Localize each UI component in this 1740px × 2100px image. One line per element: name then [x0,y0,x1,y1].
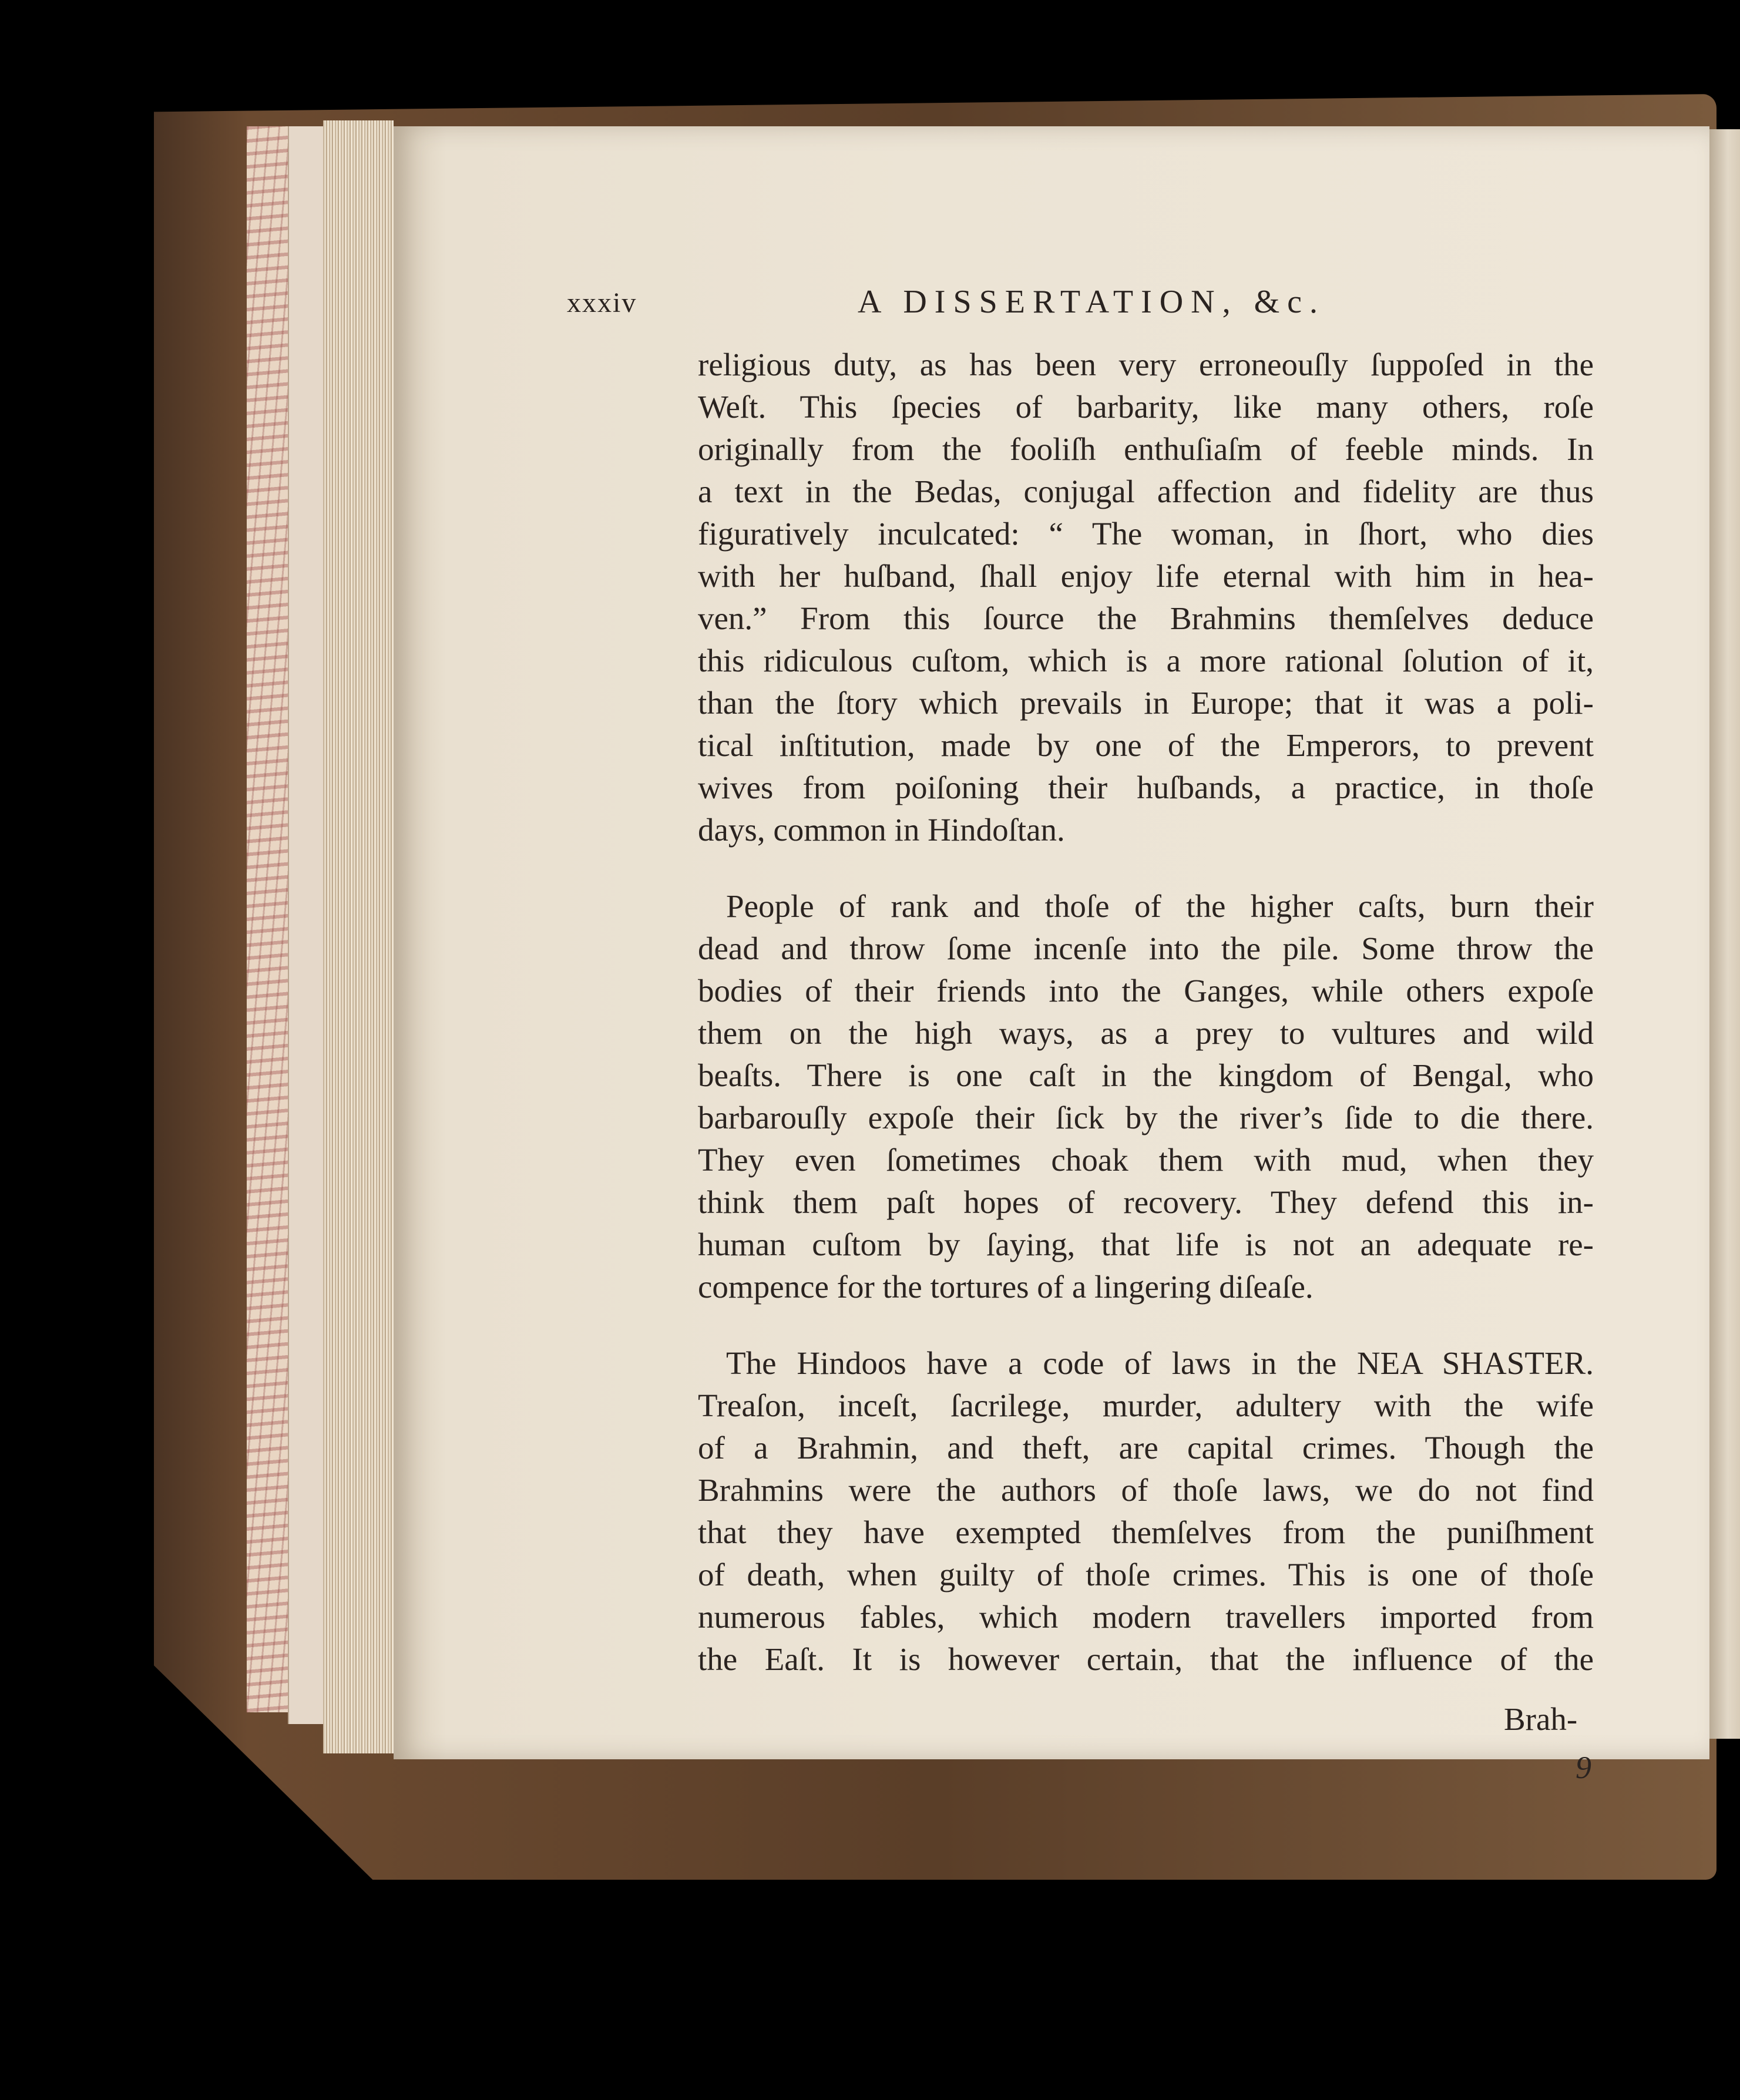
paragraph-2 [698,885,1594,1308]
text-line: originally from the fooliſh enthuſiaſm of feeble minds. In [698,431,1594,467]
text-line: ven.” From this ſource the Brahmins themſelves deduce [698,600,1594,636]
text-line: Brahmins were the authors of thoſe laws, we do not find [698,1472,1594,1508]
text-line: figuratively inculcated: “ The woman, in ſhort, who dies [698,516,1594,552]
text-line: religious duty, as has been very erroneouſly ſuppoſed in the [698,347,1594,382]
text-line: that they have exempted themſelves from the puniſhment [698,1514,1594,1550]
flyleaf [288,126,324,1724]
text-line: barbarouſly expoſe their ſick by the river’s ſide to die there. [698,1100,1594,1135]
paragraph-gap [698,1308,1594,1342]
text-line: of a Brahmin, and theft, are capital crimes. Though the [698,1430,1594,1466]
paragraph-gap [698,851,1594,885]
text-line: with her huſband, ſhall enjoy life eternal with him in hea- [698,558,1594,594]
facing-page-edge [1709,129,1740,1739]
running-head: A DISSERTATION, &c. [858,284,1326,320]
text-line: them on the high ways, as a prey to vultures and wild [698,1015,1594,1051]
text-line: Weſt. This ſpecies of barbarity, like many others, roſe [698,389,1594,425]
text-line: compence for the tortures of a lingering diſeaſe. [698,1269,1314,1305]
text-line: Treaſon, inceſt, ſacrilege, murder, adultery with the wife [698,1387,1594,1423]
text-line: think them paſt hopes of recovery. They defend this in- [698,1184,1594,1220]
page-block-edges [323,120,394,1753]
body-text [698,344,1594,1681]
paragraph-3 [698,1342,1594,1681]
text-line: beaſts. There is one caſt in the kingdom of Bengal, who [698,1057,1594,1093]
text-line: this ridiculous cuſtom, which is a more rational ſolution of it, [698,643,1594,678]
text-line: human cuſtom by ſaying, that life is not an adequate re- [698,1227,1594,1262]
text-line: the Eaſt. It is however certain, that the influence of the [698,1641,1594,1677]
text-line: of death, when guilty of thoſe crimes. This is one of thoſe [698,1557,1594,1592]
text-line: bodies of their friends into the Ganges, while others expoſe [698,973,1594,1009]
page-number: xxxiv [567,287,637,318]
text-line: dead and throw ſome incenſe into the pile. Some throw the [698,930,1594,966]
marbled-endpaper [247,126,288,1712]
signature-mark: 9 [1576,1750,1591,1785]
text-line: They even ſometimes choak them with mud, when they [698,1142,1594,1178]
paragraph-1 [698,344,1594,851]
text-line: a text in the Bedas, conjugal affection and fidelity are thus [698,473,1594,509]
text-line: tical inſtitution, made by one of the Emperors, to prevent [698,727,1594,763]
catchword: Brah- [1504,1701,1578,1737]
text-line: numerous fables, which modern travellers imported from [698,1599,1594,1635]
text-line: The Hindoos have a code of laws in the NEA SHASTER. [726,1345,1594,1381]
text-line: wives from poiſoning their huſbands, a practice, in thoſe [698,770,1594,805]
text-line: days, common in Hindoſtan. [698,812,1065,848]
text-line: People of rank and thoſe of the higher caſts, burn their [726,888,1594,924]
text-line: than the ſtory which prevails in Europe; that it was a poli- [698,685,1594,721]
